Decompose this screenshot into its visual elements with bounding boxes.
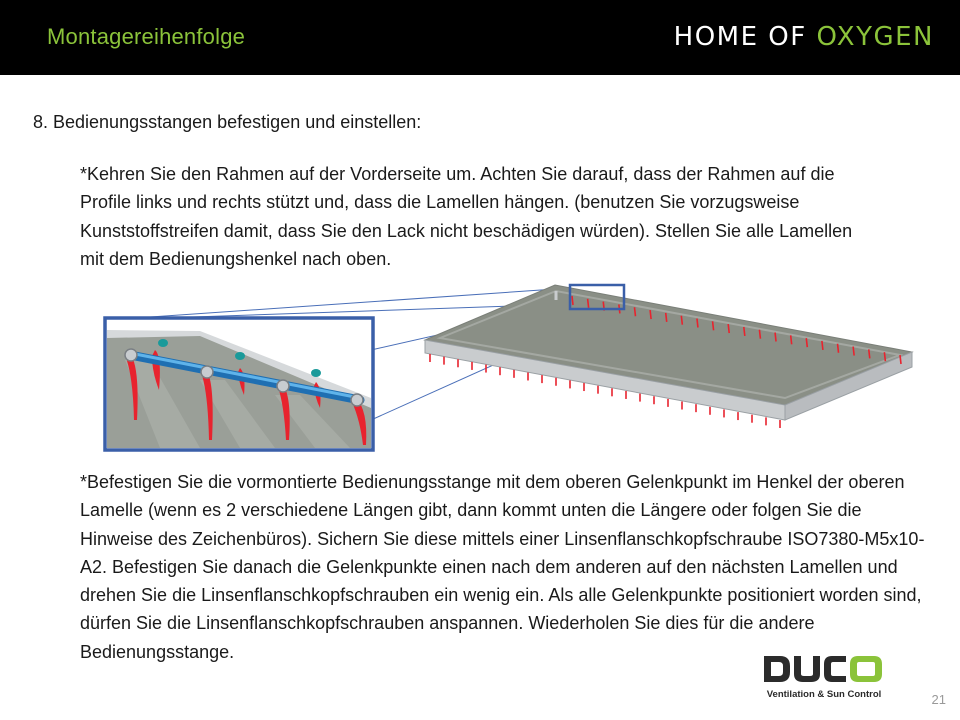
top-handle bbox=[572, 296, 573, 305]
zoom-inset bbox=[105, 318, 373, 450]
top-handle bbox=[884, 352, 885, 361]
top-handle bbox=[822, 341, 823, 350]
top-handle bbox=[838, 344, 839, 353]
logo-tagline: Ventilation & Sun Control bbox=[766, 689, 882, 700]
top-handle bbox=[900, 355, 901, 364]
top-handle bbox=[634, 307, 635, 316]
page-number: 21 bbox=[931, 692, 946, 707]
top-handle bbox=[759, 330, 760, 339]
instruction-paragraph-1: *Kehren Sie den Rahmen auf der Vorderseite um. Achten Sie darauf, dass der Rahmen auf die Profile links und rechts stützt und, dass die Lamellen hängen. (benutzen Sie vorzugsweise Kunststoffstreifen damit, dass Sie den Lack nicht beschädigen würden). Stellen Sie alle Lamellen mit dem Bedienungshenkel nach oben. bbox=[80, 164, 853, 269]
top-handle bbox=[791, 335, 792, 344]
top-handle bbox=[869, 349, 870, 358]
top-handle bbox=[775, 333, 776, 342]
top-handle bbox=[806, 338, 807, 347]
top-handle bbox=[853, 347, 854, 356]
step-heading: 8. Bedienungsstangen befestigen und einstellen: bbox=[33, 112, 422, 132]
duco-logo bbox=[760, 652, 890, 708]
top-handle bbox=[650, 310, 651, 319]
top-handle bbox=[681, 316, 682, 325]
top-handle bbox=[728, 324, 729, 333]
instruction-paragraph-2: *Befestigen Sie die vormontierte Bedienungsstange mit dem oberen Gelenkpunkt im Henkel der oberen Lamelle (wenn es 2 verschiedene Längen gibt, dann kommt unten die Längere oder folgen Sie die Hinweise des Zeichenbüros). Sichern Sie diese mittels einer Linsenflanschkopfschraube ISO7380-M5x10-A2. Befestigen Sie danach die Gelenkpunkte einen nach dem anderen auf den nächsten Lamellen und drehen Sie die Linsenflanschkopfschrauben ein wenig ein. Als alle Gelenkpunkte positioniert worden sind, dürfen Sie die Linsenflanschkopfschrauben anspannen. Wiederholen Sie dies für die andere Bedienungsstange. bbox=[80, 472, 925, 662]
top-handle bbox=[744, 327, 745, 336]
top-handle bbox=[713, 321, 714, 330]
top-handle bbox=[697, 318, 698, 327]
section-title: Montagereihenfolge bbox=[47, 24, 246, 49]
brand-word-oxygen: OXYGEN bbox=[816, 22, 934, 52]
top-handle bbox=[666, 313, 667, 322]
brand-word-home-of: HOME OF bbox=[673, 22, 807, 52]
top-handle bbox=[588, 299, 589, 308]
